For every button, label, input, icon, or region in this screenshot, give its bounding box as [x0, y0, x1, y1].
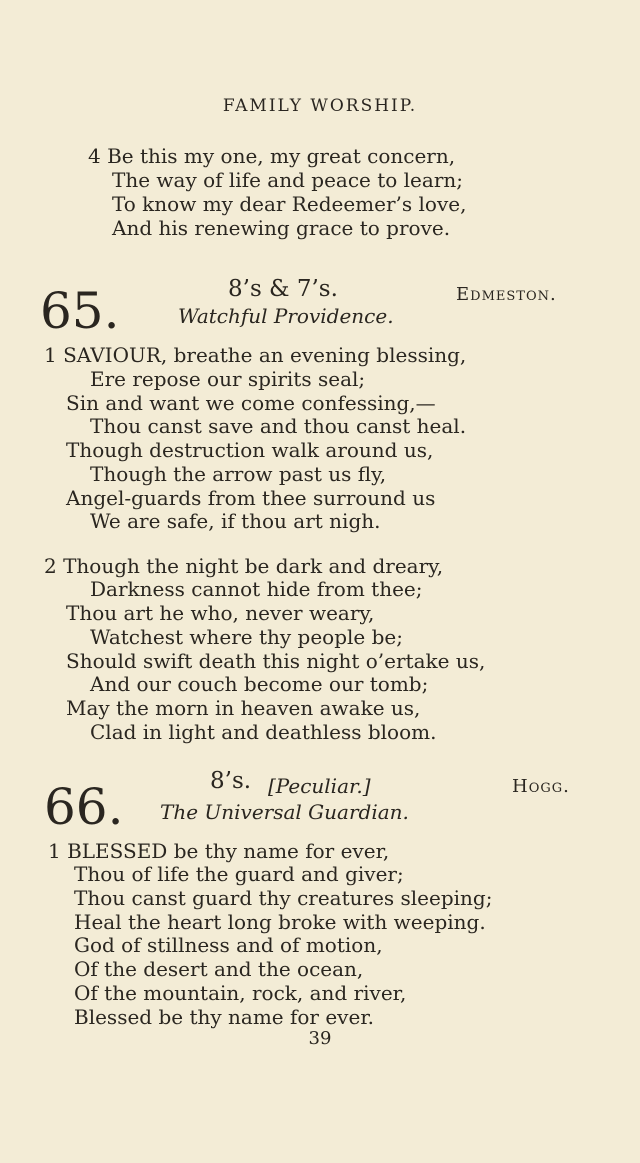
- hymn-tune: Edmeston.: [456, 284, 557, 305]
- page-number: 39: [308, 1028, 332, 1049]
- carryover-line: 4 Be this my one, my great concern,: [88, 144, 456, 168]
- verse-line: Heal the heart long broke with weeping.: [74, 910, 486, 934]
- verse-line: Of the desert and the ocean,: [74, 957, 364, 981]
- verse-line: Should swift death this night o’ertake us,: [66, 649, 486, 673]
- hymn-meter-note: [Peculiar.]: [268, 774, 371, 798]
- carryover-line: And his renewing grace to prove.: [112, 216, 451, 240]
- verse-line: We are safe, if thou art nigh.: [90, 509, 381, 533]
- verse-line: Thou canst save and thou canst heal.: [90, 414, 467, 438]
- verse-line: Thou canst guard thy creatures sleeping;: [74, 886, 493, 910]
- verse-line: Clad in light and deathless bloom.: [90, 720, 437, 744]
- running-head: FAMILY WORSHIP.: [222, 96, 418, 116]
- hymn-subtitle: The Universal Guardian.: [160, 800, 409, 824]
- verse-line: 2 Though the night be dark and dreary,: [44, 554, 444, 578]
- verse-line: Darkness cannot hide from thee;: [90, 577, 423, 601]
- verse-line: God of stillness and of motion,: [74, 933, 383, 957]
- verse-line: And our couch become our tomb;: [90, 672, 429, 696]
- hymn-meter: 8’s.: [210, 768, 252, 794]
- verse-line: 1 BLESSED be thy name for ever,: [48, 839, 390, 863]
- verse-line: 1 SAVIOUR, breathe an evening blessing,: [44, 343, 467, 367]
- verse-line: Thou of life the guard and giver;: [74, 862, 404, 886]
- hymn-number: 65.: [40, 282, 120, 340]
- hymn-number: 66.: [44, 778, 124, 836]
- verse-line: Sin and want we come confessing,—: [66, 391, 436, 415]
- carryover-line: The way of life and peace to learn;: [112, 168, 463, 192]
- verse-line: Angel-guards from thee surround us: [66, 486, 436, 510]
- verse-line: Though destruction walk around us,: [66, 438, 434, 462]
- verse-line: Though the arrow past us fly,: [90, 462, 387, 486]
- verse-line: May the morn in heaven awake us,: [66, 696, 421, 720]
- verse-line: Of the mountain, rock, and river,: [74, 981, 407, 1005]
- verse-line: Watchest where thy people be;: [90, 625, 403, 649]
- verse-line: Blessed be thy name for ever.: [74, 1005, 375, 1029]
- verse-line: Ere repose our spirits seal;: [90, 367, 366, 391]
- hymn-subtitle: Watchful Providence.: [178, 304, 394, 328]
- verse-line: Thou art he who, never weary,: [66, 601, 375, 625]
- carryover-line: To know my dear Redeemer’s love,: [112, 192, 467, 216]
- hymn-meter: 8’s & 7’s.: [228, 276, 338, 302]
- hymn-tune: Hogg.: [512, 776, 570, 797]
